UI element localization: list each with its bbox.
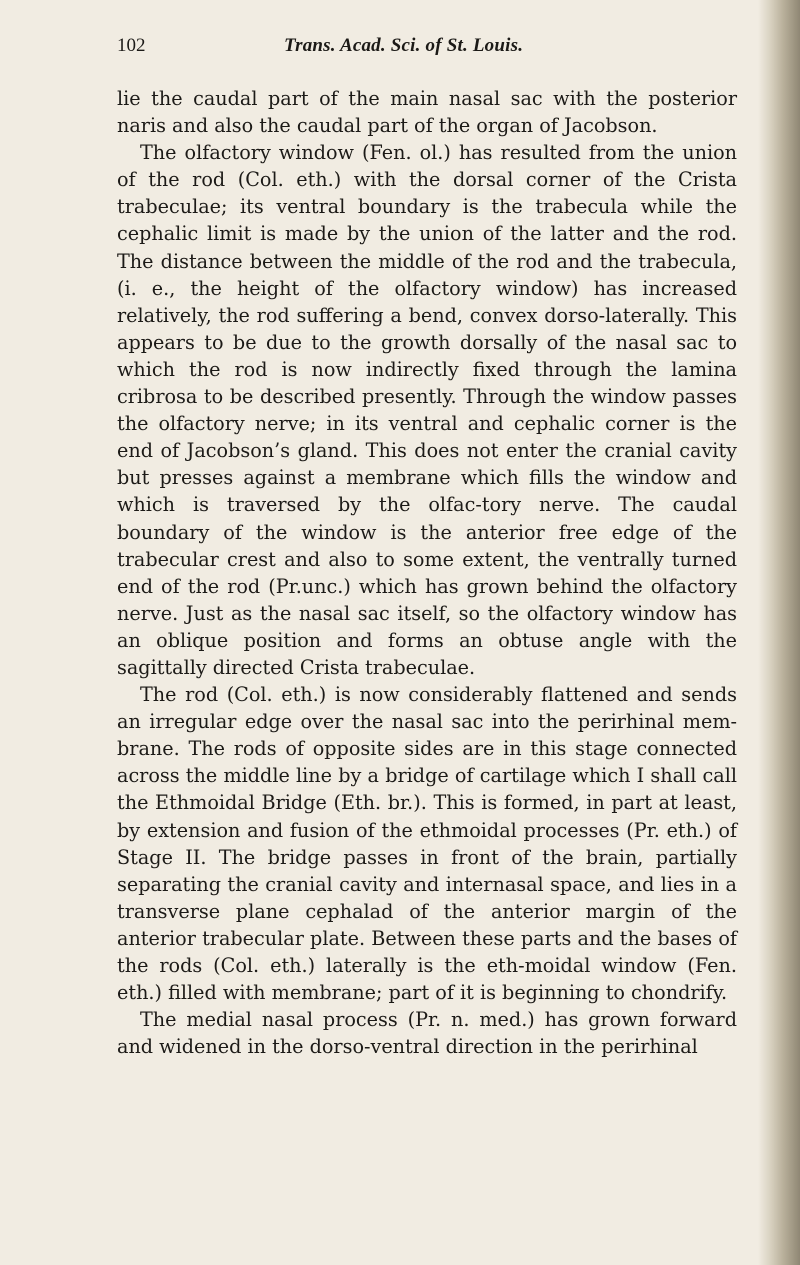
page-number: 102 bbox=[117, 35, 146, 56]
paragraph-olfactory-window: The olfactory window (Fen. ol.) has resulted from the union of the rod (Col. eth.) with the dorsal corner of the Crista trabeculae; its ventral boundary is the trabecula while the cephalic limit is made by the union of the latter and the rod. The distance between the middle of the rod and the trabecula, (i. e., the height of the olfactory window) has increased relatively, the rod suffering a bend, convex dorso-laterally. This appears to be due to the growth dorsally of the nasal sac to which the rod is now indirectly fixed through the lamina cribrosa to be described presently. Through the window passes the olfactory nerve; in its ventral and cephalic corner is the end of Jacobson’s gland. This does not enter the cranial cavity but presses against a membrane which fills the window and which is traversed by the olfac-tory nerve. The caudal boundary of the window is the anterior free edge of the trabecular crest and also to some extent, the ventrally turned end of the rod (Pr.unc.) which has grown behind the olfactory nerve. Just as the nasal sac itself, so the olfactory window has an oblique position and forms an obtuse angle with the sagittally directed Crista trabeculae. bbox=[117, 141, 737, 679]
body-text bbox=[117, 85, 737, 1060]
paragraph-continuation: lie the caudal part of the main nasal sac with the posterior naris and also the caudal part of the organ of Jacobson. bbox=[117, 87, 737, 138]
journal-title: Trans. Acad. Sci. of St. Louis. bbox=[284, 35, 524, 56]
running-head bbox=[117, 35, 737, 63]
paragraph-medial-nasal-process: The medial nasal process (Pr. n. med.) has grown forward and widened in the dorso-ventral direction in the perirhinal bbox=[117, 1008, 737, 1059]
page-edge-shadow bbox=[758, 0, 800, 1265]
paragraph-ethmoidal-bridge: The rod (Col. eth.) is now considerably flattened and sends an irregular edge over the nasal sac into the perirhinal mem-brane. The rods of opposite sides are in this stage connected across the middle line by a bridge of cartilage which I shall call the Ethmoidal Bridge (Eth. br.). This is formed, in part at least, by extension and fusion of the ethmoidal processes (Pr. eth.) of Stage II. The bridge passes in front of the brain, partially separating the cranial cavity and internasal space, and lies in a transverse plane cephalad of the anterior margin of the anterior trabecular plate. Between these parts and the bases of the rods (Col. eth.) laterally is the eth-moidal window (Fen. eth.) filled with membrane; part of it is beginning to chondrify. bbox=[117, 683, 737, 1005]
